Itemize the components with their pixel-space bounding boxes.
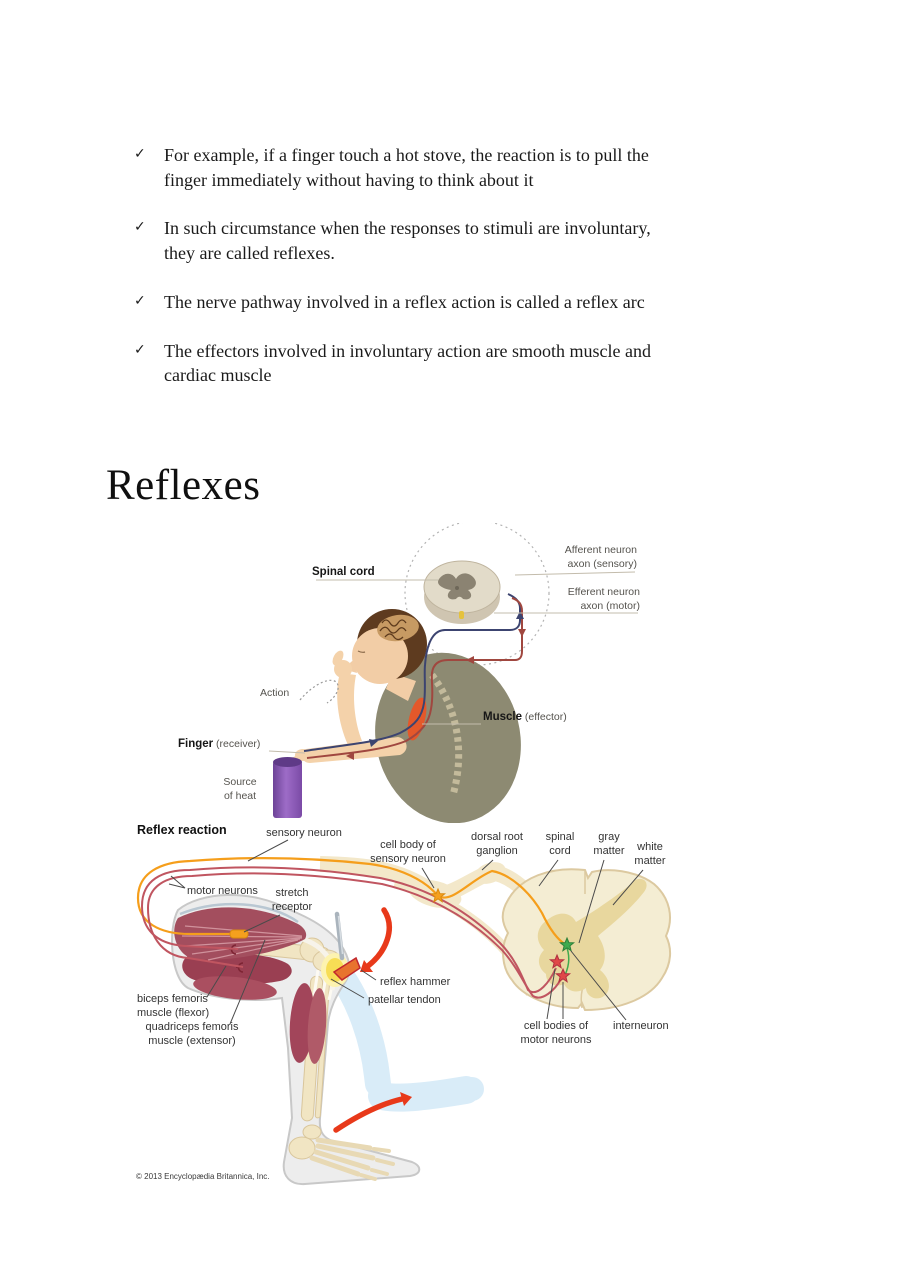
- label-gray-matter-1: gray: [598, 831, 620, 843]
- check-icon: ✓: [134, 292, 146, 309]
- label-efferent-1: Efferent neuron: [567, 586, 640, 598]
- label-spinal-cord-1: spinal: [545, 831, 575, 843]
- bullet-text: finger immediately without having to think about it: [164, 169, 534, 190]
- label-cell-bodies-1: cell bodies of: [523, 1020, 589, 1032]
- knee-jerk-reflex-figure: [130, 818, 700, 1190]
- raised-arm: [337, 673, 362, 745]
- label-efferent-2: axon (motor): [580, 600, 640, 612]
- label-muscle: Muscle (effector): [483, 711, 567, 723]
- label-motor-neurons: motor neurons: [187, 885, 258, 897]
- bullet-text: For example, if a finger touch a hot stove, the reaction is to pull the: [164, 145, 649, 165]
- hot-stove-reflex-figure: [170, 523, 650, 823]
- spinal-cord-cross-section: [424, 561, 500, 624]
- label-afferent-1: Afferent neuron: [564, 544, 637, 556]
- label-biceps-2: muscle (flexor): [137, 1007, 210, 1019]
- label-heat-1: Source: [223, 776, 257, 788]
- bullet-text: they are called reflexes.: [164, 243, 335, 264]
- label-reflex-hammer: reflex hammer: [380, 976, 451, 988]
- bullet-text: cardiac muscle: [164, 365, 272, 386]
- label-action: Action: [260, 687, 290, 699]
- label-stretch-receptor-1: stretch: [275, 887, 309, 899]
- label-quadriceps-1: quadriceps femoris: [145, 1021, 239, 1033]
- bullet-text: The effectors involved in involuntary action are smooth muscle and: [164, 340, 652, 361]
- check-icon: ✓: [134, 146, 146, 162]
- figure-title: Reflex reaction: [137, 823, 227, 837]
- label-heat-2: of heat: [223, 790, 257, 802]
- check-icon: ✓: [134, 219, 146, 236]
- copyright-credit: © 2013 Encyclopædia Britannica, Inc.: [136, 1172, 270, 1181]
- label-afferent-2: axon (sensory): [567, 558, 637, 570]
- bullet-list: [134, 143, 799, 412]
- label-cell-body-2: sensory neuron: [370, 853, 446, 865]
- label-dorsal-root-1: dorsal root: [471, 831, 523, 843]
- label-sensory-neuron: sensory neuron: [266, 827, 342, 839]
- label-stretch-receptor-2: receptor: [271, 901, 313, 913]
- afferent-leader: [515, 572, 635, 575]
- hammer-strike-arrow: [360, 910, 389, 972]
- bullet-text: The nerve pathway involved in a reflex action is called a reflex arc: [164, 291, 645, 312]
- label-cell-body-1: cell body of: [380, 839, 436, 851]
- bullet-item: [134, 216, 799, 265]
- bullet-item: [134, 143, 799, 192]
- label-dorsal-root-2: ganglion: [476, 845, 518, 857]
- label-interneuron: interneuron: [613, 1020, 669, 1032]
- label-cell-bodies-2: motor neurons: [520, 1034, 592, 1046]
- bullet-item: [134, 290, 799, 315]
- action-motion-arc: [300, 680, 338, 703]
- label-biceps-1: biceps femoris: [137, 993, 208, 1005]
- label-quadriceps-2: muscle (extensor): [148, 1035, 236, 1047]
- heat-source-graphic: [273, 757, 302, 818]
- bullet-item: [134, 339, 799, 388]
- label-spinal-cord-2: cord: [549, 845, 571, 857]
- label-patellar-tendon: patellar tendon: [368, 994, 441, 1006]
- label-white-matter-2: matter: [634, 855, 666, 867]
- label-white-matter-1: white: [637, 841, 663, 853]
- check-icon: ✓: [134, 341, 146, 358]
- label-spinal-cord: Spinal cord: [312, 566, 375, 578]
- bullet-text: In such circumstance when the responses to stimuli are involuntary,: [164, 218, 651, 239]
- label-finger: Finger (receiver): [178, 738, 261, 750]
- label-gray-matter-2: matter: [593, 845, 625, 857]
- page-title: Reflexes: [106, 462, 261, 509]
